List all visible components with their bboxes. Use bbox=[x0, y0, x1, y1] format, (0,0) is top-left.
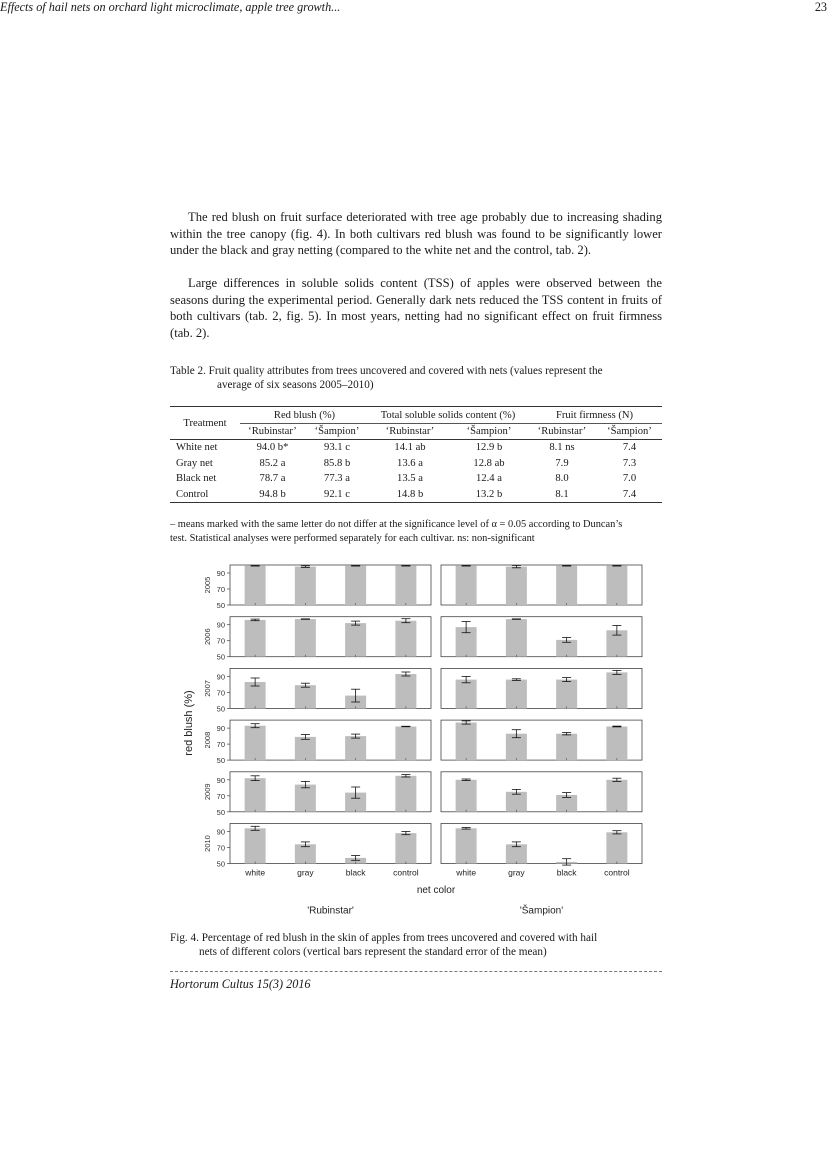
y-tick-label: 50 bbox=[216, 807, 225, 817]
cultivar-header: ‘Rubinstar’ bbox=[369, 424, 451, 440]
bar bbox=[395, 674, 416, 708]
bar bbox=[395, 566, 416, 605]
table-row bbox=[170, 456, 662, 472]
y-tick-label: 70 bbox=[216, 688, 225, 698]
bar bbox=[245, 566, 266, 605]
body-paragraph-1 bbox=[170, 209, 662, 259]
bar bbox=[606, 727, 627, 761]
x-tick-label: white bbox=[456, 867, 477, 878]
x-tick-label: control bbox=[393, 867, 419, 878]
x-tick-label: black bbox=[345, 867, 366, 878]
value-cell: 14.8 b bbox=[369, 487, 451, 503]
bar bbox=[295, 785, 316, 812]
value-cell: 85.2 a bbox=[259, 457, 286, 469]
bar bbox=[556, 680, 577, 709]
treatment-cell: Control bbox=[170, 487, 240, 503]
bar bbox=[606, 672, 627, 708]
bar bbox=[456, 680, 477, 709]
value-cell: 12.8 ab bbox=[473, 457, 505, 469]
table-caption-line: average of six seasons 2005–2010) bbox=[217, 379, 374, 392]
y-tick-label: 90 bbox=[216, 724, 225, 734]
year-label: 2007 bbox=[203, 680, 212, 697]
figure-caption-line: nets of different colors (vertical bars represent the standard error of the mean) bbox=[199, 946, 547, 959]
treatment-cell: White net bbox=[176, 442, 218, 454]
year-label: 2006 bbox=[203, 628, 212, 646]
cultivar-header: ‘Šampion’ bbox=[305, 424, 369, 440]
bar bbox=[606, 566, 627, 605]
y-tick-label: 90 bbox=[216, 672, 225, 682]
bar bbox=[245, 778, 266, 812]
bar bbox=[606, 832, 627, 863]
cultivar-header: ‘Rubinstar’ bbox=[527, 424, 597, 440]
bar bbox=[295, 619, 316, 657]
group-header: Fruit firmness (N) bbox=[527, 407, 662, 424]
year-label: 2008 bbox=[203, 731, 212, 749]
y-tick-label: 90 bbox=[216, 569, 225, 578]
year-label: 2009 bbox=[203, 783, 212, 801]
value-cell: 13.5 a bbox=[397, 473, 423, 485]
value-cell: 14.1 ab bbox=[394, 442, 426, 454]
results-table bbox=[170, 406, 662, 503]
group-header: Red blush (%) bbox=[240, 407, 369, 424]
value-cell: 13.2 b bbox=[451, 487, 527, 503]
y-tick-label: 70 bbox=[216, 740, 225, 750]
cultivar-header: ‘Šampion’ bbox=[451, 424, 527, 440]
year-label: 2005 bbox=[203, 576, 212, 594]
footer-divider bbox=[170, 971, 662, 972]
value-cell: 7.9 bbox=[555, 457, 569, 469]
bar bbox=[506, 844, 527, 863]
paragraph-text: Large differences in soluble solids content (TSS) of apples were observed between the seasons during the experimental period. Generally dark nets reduced the TSS content in fruits of both cultivars (tab. 2, fig. 5). In most years, netting had no significant effect on fruit firmness (tab. 2). bbox=[170, 276, 662, 340]
cultivar-header: ‘Rubinstar’ bbox=[240, 424, 305, 440]
x-tick-label: control bbox=[604, 867, 630, 878]
paragraph-text: The red blush on fruit surface deteriorated with tree age probably due to increasing shading within the tree canopy (fig. 4). In both cultivars red blush was found to be significantly lower under the black and gray netting (compared to the white net and the control, tab. 2). bbox=[170, 210, 662, 258]
value-cell: 8.1 bbox=[527, 487, 597, 503]
bar bbox=[245, 620, 266, 657]
bar bbox=[556, 566, 577, 605]
y-tick-label: 90 bbox=[216, 620, 225, 630]
cultivar-label: 'Šampion' bbox=[519, 905, 564, 917]
y-tick-label: 50 bbox=[216, 756, 225, 766]
bar bbox=[295, 685, 316, 708]
value-cell: 13.6 a bbox=[397, 457, 423, 469]
value-cell: 94.0 b* bbox=[256, 442, 289, 454]
y-tick-label: 70 bbox=[216, 791, 225, 801]
bar bbox=[245, 726, 266, 760]
y-tick-label: 50 bbox=[216, 704, 225, 714]
y-tick-label: 70 bbox=[216, 585, 225, 594]
table-row bbox=[170, 471, 662, 487]
table-caption-line: Table 2. Fruit quality attributes from trees uncovered and covered with nets (values represent the bbox=[170, 365, 603, 377]
x-tick-label: gray bbox=[297, 867, 314, 878]
treatment-cell: Black net bbox=[176, 473, 217, 485]
value-cell: 78.7 a bbox=[259, 473, 286, 485]
value-cell: 7.4 bbox=[622, 442, 637, 454]
y-tick-label: 90 bbox=[216, 775, 225, 785]
table-row bbox=[170, 440, 662, 456]
bar bbox=[506, 680, 527, 709]
x-tick-label: white bbox=[245, 867, 266, 878]
bar bbox=[606, 780, 627, 812]
bar bbox=[395, 776, 416, 812]
x-axis-label: net color bbox=[416, 885, 456, 896]
bar bbox=[345, 623, 366, 657]
cultivar-header: ‘Šampion’ bbox=[597, 424, 662, 440]
y-tick-label: 50 bbox=[216, 652, 225, 662]
bar bbox=[456, 566, 477, 605]
y-tick-label: 90 bbox=[216, 827, 225, 837]
bar bbox=[295, 737, 316, 760]
cultivar-label: 'Rubinstar' bbox=[307, 905, 354, 917]
bar bbox=[295, 567, 316, 605]
value-cell: 12.9 b bbox=[475, 442, 503, 454]
table-caption bbox=[170, 364, 662, 392]
bar bbox=[506, 567, 527, 605]
y-axis-label: red blush (%) bbox=[183, 690, 195, 756]
journal-footer: Hortorum Cultus 15(3) 2016 bbox=[170, 977, 311, 991]
bar bbox=[506, 619, 527, 657]
y-tick-label: 50 bbox=[216, 601, 225, 610]
value-cell: 85.8 b bbox=[323, 457, 351, 469]
bar bbox=[506, 792, 527, 812]
x-tick-label: black bbox=[556, 867, 577, 878]
running-header bbox=[0, 0, 827, 15]
value-cell: 12.4 a bbox=[476, 473, 502, 485]
figure-4 bbox=[170, 560, 650, 925]
bar bbox=[456, 828, 477, 863]
value-cell: 7.0 bbox=[622, 473, 637, 485]
bar bbox=[395, 727, 416, 761]
figure-caption bbox=[170, 931, 662, 959]
bar bbox=[456, 780, 477, 812]
bar bbox=[456, 723, 477, 761]
table-row bbox=[170, 487, 662, 503]
year-label: 2010 bbox=[203, 835, 212, 852]
bar bbox=[395, 833, 416, 863]
red-blush-bar-chart bbox=[170, 560, 650, 920]
x-tick-label: gray bbox=[508, 867, 525, 878]
value-cell: 7.3 bbox=[622, 457, 637, 469]
treatment-cell: Gray net bbox=[176, 457, 213, 469]
footnote-line: test. Statistical analyses were performed separately for each cultivar. ns: non-significant bbox=[170, 532, 535, 544]
value-cell: 93.1 c bbox=[324, 442, 350, 454]
y-tick-label: 70 bbox=[216, 636, 225, 646]
body-paragraph-2 bbox=[170, 275, 662, 341]
bar bbox=[345, 566, 366, 605]
bar bbox=[345, 736, 366, 760]
treatment-header: Treatment bbox=[170, 407, 240, 440]
table-footnote bbox=[170, 518, 662, 545]
value-cell: 8.1 ns bbox=[549, 442, 575, 454]
value-cell: 77.3 a bbox=[324, 473, 350, 485]
figure-caption-line: Fig. 4. Percentage of red blush in the skin of apples from trees uncovered and covered with hail bbox=[170, 932, 598, 944]
group-header: Total soluble solids content (%) bbox=[369, 407, 527, 424]
bar bbox=[295, 844, 316, 863]
bar bbox=[556, 734, 577, 760]
page-number: 23 bbox=[814, 0, 827, 14]
y-tick-label: 50 bbox=[216, 859, 225, 869]
value-cell: 7.4 bbox=[597, 487, 662, 503]
footnote-line: – means marked with the same letter do not differ at the significance level of α = 0.05 according to Duncan’s bbox=[170, 519, 623, 530]
y-tick-label: 70 bbox=[216, 843, 225, 853]
bar bbox=[395, 621, 416, 657]
value-cell: 92.1 c bbox=[305, 487, 369, 503]
bar bbox=[245, 828, 266, 863]
running-title: Effects of hail nets on orchard light microclimate, apple tree growth... bbox=[0, 0, 341, 14]
value-cell: 94.8 b bbox=[240, 487, 305, 503]
value-cell: 8.0 bbox=[555, 473, 569, 485]
